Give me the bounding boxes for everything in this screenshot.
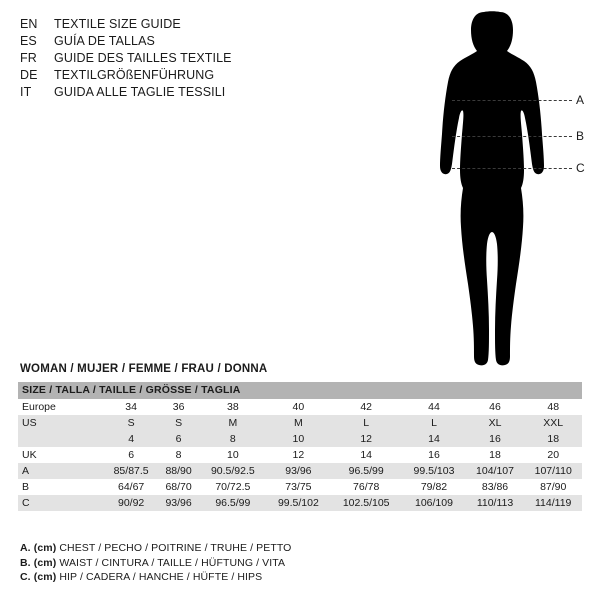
table-cell: 36 [158,399,199,415]
table-cell: 64/67 [104,479,158,495]
language-row-es [20,33,360,50]
table-row [18,479,582,495]
table-cell: 93/96 [267,463,330,479]
table-cell: 88/90 [158,463,199,479]
table-cell: 38 [199,399,267,415]
table-cell: 20 [524,447,582,463]
table-cell: 16 [466,431,525,447]
table-cell: 18 [466,447,525,463]
table-cell: 93/96 [158,495,199,511]
note-row-c [20,570,291,585]
table-cell: L [402,415,465,431]
table-cell: 107/110 [524,463,582,479]
language-code: DE [20,68,38,82]
language-title: GUIDE DES TAILLES TEXTILE [54,51,232,65]
table-group-title: WOMAN / MUJER / FEMME / FRAU / DONNA [20,363,268,375]
size-table [18,382,582,511]
language-code: EN [20,17,38,31]
table-cell: 18 [524,431,582,447]
row-label [18,431,104,447]
table-cell: 10 [199,447,267,463]
measurement-notes [20,541,291,585]
language-row-it [20,84,360,101]
language-list [20,16,360,101]
table-cell: 102.5/105 [330,495,402,511]
table-cell: 106/109 [402,495,465,511]
measure-line-a [452,100,572,101]
table-cell: 96.5/99 [330,463,402,479]
language-title: TEXTILGRÖßENFÜHRUNG [54,68,215,82]
row-label: US [18,415,104,431]
table-cell: 40 [267,399,330,415]
table-row [18,399,582,415]
table-cell: 12 [330,431,402,447]
note-key: B. (cm) [20,556,57,569]
table-cell: S [158,415,199,431]
measure-label-c: C [576,161,585,175]
table-cell: 99.5/102 [267,495,330,511]
table-cell: 79/82 [402,479,465,495]
language-title: GUIDA ALLE TAGLIE TESSILI [54,85,226,99]
language-code: FR [20,51,37,65]
row-label: Europe [18,399,104,415]
note-row-a [20,541,291,556]
table-cell: 114/119 [524,495,582,511]
language-row-fr [20,50,360,67]
row-label: B [18,479,104,495]
language-code: ES [20,34,37,48]
table-cell: 76/78 [330,479,402,495]
measure-label-a: A [576,93,585,107]
measure-label-b: B [576,129,585,143]
table-cell: 110/113 [466,495,525,511]
table-header-row [18,382,582,399]
table-row [18,431,582,447]
table-cell: 90/92 [104,495,158,511]
table-cell: 83/86 [466,479,525,495]
table-cell: 14 [402,431,465,447]
table-cell: 90.5/92.5 [199,463,267,479]
table-cell: XXL [524,415,582,431]
table-cell: 96.5/99 [199,495,267,511]
female-silhouette-icon [400,8,590,373]
table-cell: 46 [466,399,525,415]
table-cell: 42 [330,399,402,415]
table-cell: 34 [104,399,158,415]
table-cell: 85/87.5 [104,463,158,479]
figure-area [400,8,590,373]
table-cell: L [330,415,402,431]
note-text: CHEST / PECHO / POITRINE / TRUHE / PETTO [59,542,292,554]
table-row [18,415,582,431]
note-text: WAIST / CINTURA / TAILLE / HÜFTUNG / VITA [59,556,286,569]
table-cell: M [199,415,267,431]
table-cell: 8 [158,447,199,463]
table-row [18,447,582,463]
table-cell: 99.5/103 [402,463,465,479]
row-label: A [18,463,104,479]
note-key: C. (cm) [20,571,57,583]
table-cell: 70/72.5 [199,479,267,495]
table-cell: 48 [524,399,582,415]
measure-line-c [452,168,572,169]
row-label: UK [18,447,104,463]
note-text: HIP / CADERA / HANCHE / HÜFTE / HIPS [59,571,263,583]
table-cell: 10 [267,431,330,447]
table-cell: 6 [158,431,199,447]
table-cell: 8 [199,431,267,447]
table-cell: XL [466,415,525,431]
table-cell: S [104,415,158,431]
table-cell: 104/107 [466,463,525,479]
row-label: C [18,495,104,511]
table-cell: 68/70 [158,479,199,495]
table-cell: 4 [104,431,158,447]
language-title: GUÍA DE TALLAS [54,34,155,48]
table-cell: 87/90 [524,479,582,495]
language-row-en [20,16,360,33]
table-row [18,495,582,511]
table-cell: 73/75 [267,479,330,495]
table-cell: 16 [402,447,465,463]
measure-line-b [452,136,572,137]
table-cell: 6 [104,447,158,463]
table-row [18,463,582,479]
table-cell: M [267,415,330,431]
table-cell: 14 [330,447,402,463]
table-cell: 44 [402,399,465,415]
language-title: TEXTILE SIZE GUIDE [54,17,181,31]
note-key: A. (cm) [20,542,57,554]
table-header-label: SIZE / TALLA / TAILLE / GRÖSSE / TAGLIA [18,382,582,399]
language-row-de [20,67,360,84]
table-cell: 12 [267,447,330,463]
language-code: IT [20,85,32,99]
note-row-b [20,556,291,571]
